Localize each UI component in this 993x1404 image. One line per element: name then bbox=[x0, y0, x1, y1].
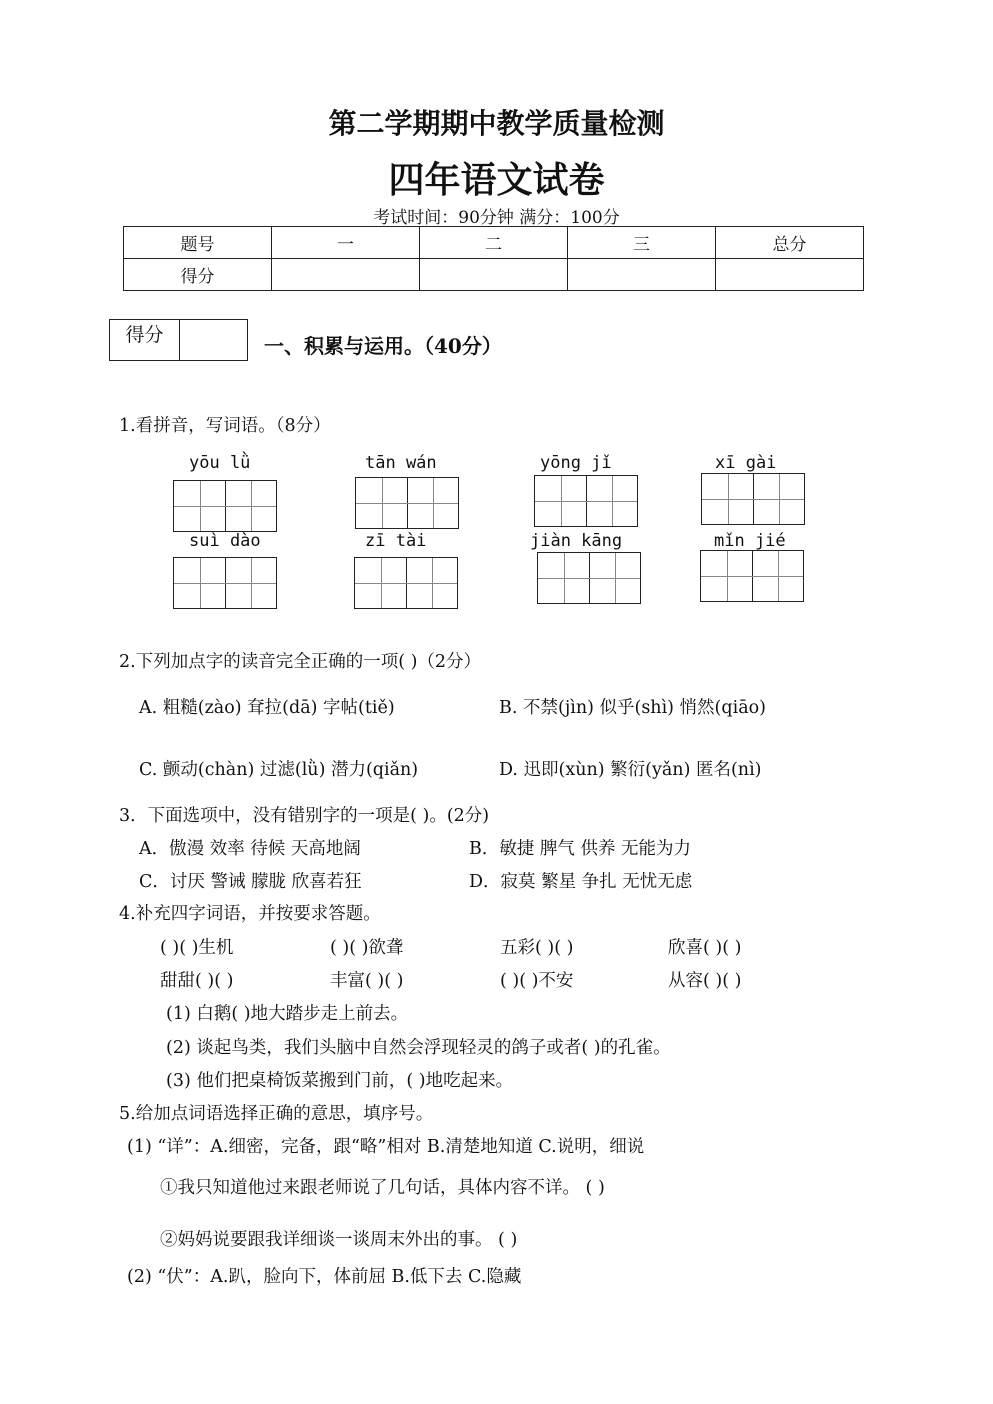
pinyin-label: mǐn jié bbox=[714, 531, 786, 551]
pinyin-label: suì dào bbox=[189, 531, 261, 551]
section-heading: 一、积累与运用。（40分） bbox=[264, 334, 502, 358]
exam-info: 考试时间：90分钟 满分：100分 bbox=[373, 208, 620, 228]
q5-item: ②妈妈说要跟我详细谈一谈周末外出的事。 ( ) bbox=[160, 1230, 518, 1250]
score-cell[interactable] bbox=[716, 259, 864, 291]
writing-grid[interactable] bbox=[173, 557, 277, 609]
score-row-label: 得分 bbox=[124, 259, 272, 291]
q4-idiom: ( )( )欲聋 bbox=[330, 938, 404, 958]
q3-option-a[interactable]: A．傲漫 效率 待候 天高地阔 bbox=[139, 839, 361, 859]
q4-sentence: (1) 白鹅( )地大踏步走上前去。 bbox=[166, 1004, 409, 1024]
q3-option-c[interactable]: C．讨厌 警诫 朦胧 欣喜若狂 bbox=[139, 872, 362, 892]
writing-grid[interactable] bbox=[354, 557, 458, 609]
writing-grid[interactable] bbox=[534, 475, 638, 527]
score-header-cell: 一 bbox=[272, 227, 420, 259]
score-header-cell: 三 bbox=[568, 227, 716, 259]
writing-grid[interactable] bbox=[173, 480, 277, 532]
q2-option-d[interactable]: D. 迅即(xùn) 繁衍(yǎn) 匿名(nì) bbox=[499, 760, 762, 780]
q2-option-a[interactable]: A. 粗糙(zào) 耷拉(dā) 字帖(tiě) bbox=[139, 698, 395, 718]
exam-subtitle: 四年语文试卷 bbox=[388, 159, 605, 201]
score-table bbox=[123, 226, 864, 291]
q5-item: ①我只知道他过来跟老师说了几句话，具体内容不详。 ( ) bbox=[160, 1178, 605, 1198]
q4-title: 4.补充四字词语，并按要求答题。 bbox=[119, 904, 381, 924]
writing-grid[interactable] bbox=[701, 473, 805, 525]
score-header-cell: 题号 bbox=[124, 227, 272, 259]
q1-title: 1.看拼音，写词语。（8分） bbox=[119, 416, 331, 436]
q3-title: 3．下面选项中，没有错别字的一项是( )。(2分) bbox=[119, 806, 490, 826]
q4-sentence: (2) 谈起鸟类，我们头脑中自然会浮现轻灵的鸽子或者( )的孔雀。 bbox=[166, 1038, 671, 1058]
pinyin-label: yōng jǐ bbox=[540, 453, 612, 473]
q4-idiom: 从容( )( ) bbox=[668, 971, 742, 991]
writing-grid[interactable] bbox=[355, 477, 459, 529]
pinyin-label: xī gài bbox=[715, 453, 777, 473]
q4-idiom: 欣喜( )( ) bbox=[668, 938, 742, 958]
score-header-cell: 二 bbox=[420, 227, 568, 259]
writing-grid[interactable] bbox=[700, 550, 804, 602]
q3-option-b[interactable]: B．敏捷 脾气 供养 无能为力 bbox=[469, 839, 692, 859]
q4-idiom: 丰富( )( ) bbox=[330, 971, 404, 991]
q4-idiom: 五彩( )( ) bbox=[500, 938, 574, 958]
q2-option-c[interactable]: C. 颤动(chàn) 过滤(lǜ) 潜力(qiǎn) bbox=[139, 760, 419, 780]
q5-title: 5.给加点词语选择正确的意思，填序号。 bbox=[119, 1104, 434, 1124]
pinyin-label: zī tài bbox=[365, 531, 427, 551]
pinyin-label: jiàn kāng bbox=[530, 531, 623, 551]
q3-option-d[interactable]: D．寂莫 繁星 争扎 无忧无虑 bbox=[469, 872, 693, 892]
pinyin-label: tān wán bbox=[365, 453, 437, 473]
score-header-cell: 总分 bbox=[716, 227, 864, 259]
writing-grid[interactable] bbox=[537, 552, 641, 604]
q4-idiom: ( )( )生机 bbox=[160, 938, 234, 958]
q2-option-b[interactable]: B. 不禁(jìn) 似乎(shì) 悄然(qiāo) bbox=[499, 698, 766, 718]
q4-idiom: 甜甜( )( ) bbox=[160, 971, 234, 991]
q5-part2: (2) “伏”：A.趴，脸向下，体前屈 B.低下去 C.隐藏 bbox=[127, 1267, 522, 1287]
exam-title: 第二学期期中教学质量检测 bbox=[328, 107, 665, 140]
score-cell[interactable] bbox=[420, 259, 568, 291]
q5-part1: (1) “详”：A.细密，完备，跟“略”相对 B.清楚地知道 C.说明，细说 bbox=[127, 1137, 645, 1157]
q4-idiom: ( )( )不安 bbox=[500, 971, 574, 991]
q4-sentence: (3) 他们把桌椅饭菜搬到门前，( )地吃起来。 bbox=[166, 1071, 514, 1091]
score-cell[interactable] bbox=[272, 259, 420, 291]
section-score-box bbox=[109, 319, 248, 361]
score-cell[interactable] bbox=[568, 259, 716, 291]
pinyin-label: yōu lǜ bbox=[189, 453, 251, 473]
section-score-label: 得分 bbox=[110, 320, 180, 360]
q2-title: 2.下列加点字的读音完全正确的一项( )（2分） bbox=[119, 652, 482, 672]
